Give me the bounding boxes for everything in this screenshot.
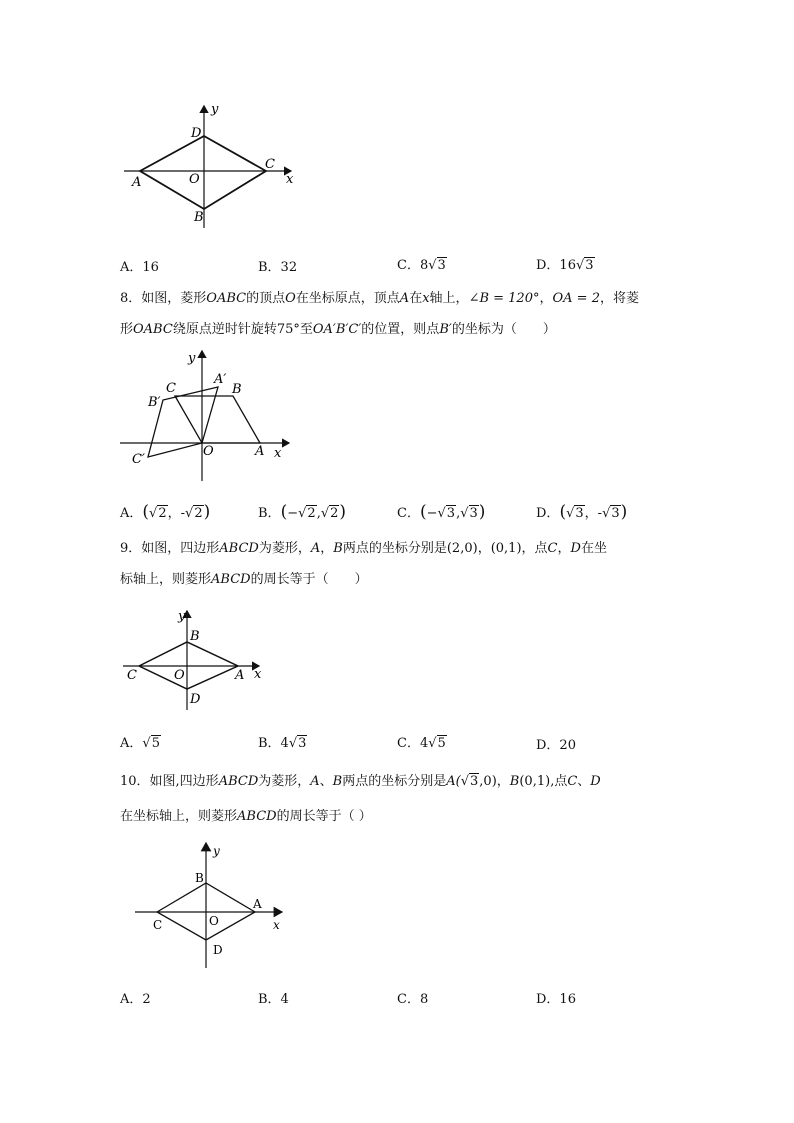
q10-number: 10． [120,774,150,789]
q9-text: ， [477,541,491,556]
q9-label-a: A [235,668,245,683]
q8-option-c-label: C． [397,506,420,521]
q7-label-d: D [191,126,202,141]
paren-close: ) [339,502,347,522]
q8-text: 的位置，则点 [361,322,440,337]
sqrt-icon: √ [149,506,158,521]
sqrt-icon: √ [428,258,437,273]
q10-label-y: y [213,844,220,858]
q9-option-b-label: B．4 [258,736,289,751]
q7-label-c: C [265,157,275,172]
q10-option-d: D．16 [536,992,576,1007]
q8-text: 在 [409,291,423,306]
q9-option-a [120,732,161,751]
sqrt-icon: √ [602,506,611,521]
q8-text: 至 [299,322,313,337]
q8-label-a: A [255,444,265,459]
q10-label-b: B [195,871,204,885]
q9-option-d: D．20 [536,738,576,753]
q10-text: 、 [577,774,591,789]
q10-text: 在坐标轴上，则菱形 [120,809,238,824]
separator: , [456,506,461,521]
q9-label-o: O [174,668,185,683]
q8-text: 的坐标为（ ） [451,322,556,337]
q10-math: A( [446,774,461,789]
q9-label-x: x [254,667,262,682]
sqrt-icon: √ [320,506,330,521]
q8-math: B′ [439,322,452,337]
q9-option-a-label: A． [120,736,143,751]
q7-option-c-radicand: 3 [437,258,446,273]
q10-label-x: x [273,918,280,932]
q10-math: ABCD [218,774,259,789]
q10-option-a: A．2 [120,992,151,1007]
radicand: 3 [446,506,456,521]
q8-math: OABC [133,322,173,337]
sqrt-icon: √ [428,736,437,751]
separator: ，- [167,506,186,521]
q9-option-b [258,732,307,751]
q7-label-a: A [132,175,142,190]
q8-text: 绕原点逆时针旋转 [172,322,277,337]
q8-label-ap: A′ [214,372,227,387]
minus: − [287,506,299,521]
q8-option-b [258,502,346,522]
q10-math: (0,1) [519,774,551,789]
q8-option-a [120,502,210,522]
q10-line1 [120,773,601,791]
q9-label-y: y [178,609,186,624]
q10-math: B [332,774,343,789]
q8-label-b: B [232,382,242,397]
q8-math: OA = 2 [552,291,600,306]
q9-label-c: C [127,668,137,683]
q8-text: 在坐标原点，顶点 [295,291,400,306]
q9-option-c-label: C．4 [397,736,429,751]
radicand: 3 [298,736,307,751]
paren-open: ( [280,502,288,522]
q8-line2 [120,321,556,339]
q8-math: OA′B′C′ [312,322,362,337]
radicand: 2 [158,506,167,521]
q9-text: 标轴上，则菱形 [120,572,212,587]
q9-option-c [397,732,447,751]
radicand: 5 [437,736,446,751]
q10-option-c: C．8 [397,992,429,1007]
q9-math: (2,0) [446,541,478,556]
paren-open: ( [419,502,427,522]
q8-math: 75° [276,322,300,337]
q9-label-b: B [190,629,200,644]
q7-option-d-prefix: D．16 [536,258,576,273]
separator: ，- [584,506,603,521]
q8-text: 形 [120,322,134,337]
q10-text: ,点 [550,774,568,789]
q7-rhombus [140,136,266,209]
q10-text: 、 [319,774,333,789]
q10-line2 [120,808,372,826]
sqrt-icon: √ [288,736,298,751]
paren-open: ( [559,502,567,522]
q8-number: 8． [120,291,142,306]
sqrt-icon: √ [142,736,151,751]
radicand: 3 [470,774,479,789]
q8-text: 如图，菱形 [141,291,207,306]
q8-option-c [397,502,485,522]
paren-close: ) [620,502,628,522]
q10-math: A [310,774,320,789]
q9-number: 9． [120,541,142,556]
q10-label-a: A [253,897,262,911]
q8-math: OABC [206,291,247,306]
q10-option-b: B．4 [258,992,289,1007]
q8-label-o: O [203,444,214,459]
q10-text: 的周长等于（ ） [276,809,372,824]
q9-line2 [120,571,368,589]
q8-math: x [422,291,430,306]
q9-math: D [570,541,581,556]
q10-label-c: C [153,918,163,932]
q9-text: 为菱形， [258,541,311,556]
separator: , [316,506,321,521]
q8-math: ∠B = 120° [468,291,540,306]
radicand: 2 [307,506,316,521]
q8-option-b-label: B． [258,506,281,521]
q9-math: (0,1) [490,541,522,556]
sqrt-icon: √ [575,258,585,273]
q9-line1 [120,540,607,558]
q10-text: 为菱形， [258,774,311,789]
q9-math: A [310,541,321,556]
paren-open: ( [142,502,150,522]
q7-option-d-radicand: 3 [585,258,594,273]
q9-text: 在坐 [580,541,607,556]
q10-text: 如图,四边形 [149,774,219,789]
sqrt-icon: √ [298,506,307,521]
radicand: 3 [575,506,584,521]
q7-label-o: O [189,172,200,187]
q10-math: C [567,774,578,789]
radicand: 3 [611,506,620,521]
q9-math: B [333,541,343,556]
q8-math: A [399,291,410,306]
q9-text: ， [557,541,571,556]
radicand: 3 [469,506,478,521]
minus: − [426,506,438,521]
q10-label-o: O [209,914,219,928]
q10-figure [130,838,290,973]
q8-option-d [536,502,627,522]
q10-label-d: D [213,943,223,957]
sqrt-icon: √ [185,506,194,521]
q9-math: ABCD [211,572,251,587]
q9-text: 两点的坐标分别是 [342,541,447,556]
q7-figure [118,100,308,235]
q8-label-c: C [166,381,176,396]
q7-label-b: B [194,210,204,225]
q7-label-x: x [286,172,294,187]
sqrt-icon: √ [460,774,470,789]
q10-math: D [590,774,601,789]
q10-math: ,0) [479,774,497,789]
q8-text: 轴上， [429,291,469,306]
q8-rhombus-original [175,396,260,443]
q9-text: 的周长等于（ ） [250,572,368,587]
q8-option-d-label: D． [536,506,560,521]
q8-text: 的顶点 [246,291,286,306]
q9-figure [118,605,268,713]
q7-option-d [536,254,595,273]
radicand: 2 [194,506,203,521]
q8-label-x: x [274,446,282,461]
q8-option-a-label: A． [120,506,143,521]
q8-label-cp: C′ [132,452,145,467]
q8-text: ， [539,291,553,306]
q8-math: O [285,291,296,306]
sqrt-icon: √ [566,506,575,521]
radicand: 5 [151,736,160,751]
sqrt-icon: √ [437,506,446,521]
q10-math: ABCD [237,809,277,824]
sqrt-icon: √ [460,506,469,521]
q7-option-c [397,254,447,273]
q7-label-y: y [211,102,219,117]
q10-text: 两点的坐标分别是 [342,774,447,789]
q8-text: ，将菱 [599,291,639,306]
q8-line1 [120,290,639,308]
q10-text: ， [496,774,510,789]
q9-label-d: D [190,692,201,707]
q7-option-a: A．16 [120,260,159,275]
paren-close: ) [478,502,486,522]
radicand: 2 [330,506,339,521]
q10-math: B [509,774,520,789]
q8-label-y: y [188,351,196,366]
q9-math: ABCD [219,541,259,556]
q9-text: ，点 [521,541,548,556]
q9-text: ， [320,541,334,556]
q8-figure [118,345,298,485]
paren-close: ) [203,502,211,522]
q7-option-b: B．32 [258,260,298,275]
q9-math: C [547,541,558,556]
q7-option-c-prefix: C．8 [397,258,429,273]
q9-text: 如图，四边形 [141,541,220,556]
q8-label-bp: B′ [148,395,161,410]
